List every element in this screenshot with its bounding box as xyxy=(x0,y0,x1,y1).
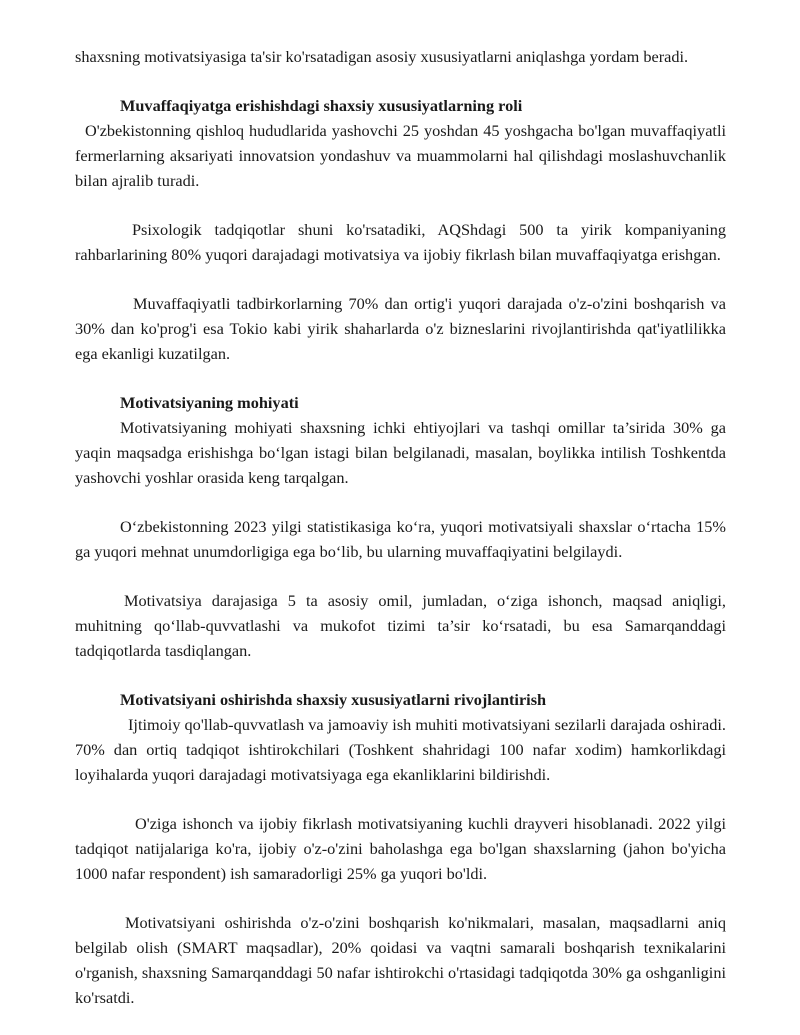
paragraph-psychological-research: Psixologik tadqiqotlar shuni ko'rsatadiki, AQShdagi 500 ta yirik kompaniyaning rahbarlarining 80% yuqori darajadagi motivatsiya va ijobiy fikrlash bilan muvaffaqiyatga erishgan. xyxy=(75,220,726,264)
paragraph-motivation-factors: Motivatsiya darajasiga 5 ta asosiy omil, jumladan, o‘ziga ishonch, maqsad aniqligi, muhitning qo‘llab-quvvatlashi va mukofot tizimi ta’sir ko‘rsatadi, bu esa Samarqanddagi tadqiqotlarda tasdiqlangan. xyxy=(75,591,726,660)
paragraph-social-support: Ijtimoiy qo'llab-quvvatlash va jamoaviy ish muhiti motivatsiyani sezilarli darajada oshiradi. 70% dan ortiq tadqiqot ishtirokchilari (Toshkent shahridagi 100 nafar xodim) hamkorlikdagi loyihalarda yuqori darajadagi motivatsiyaga ega ekanliklarini bildirishdi. xyxy=(75,715,726,784)
paragraph-self-management: Motivatsiyani oshirishda o'z-o'zini boshqarish ko'nikmalari, masalan, maqsadlarni aniq belgilab olish (SMART maqsadlar), 20% qoidasi va vaqtni samarali boshqarish texnikalarini o'rganish, shaxsning Samarqanddagi 50 nafar ishtirokchi o'rtasidagi tadqiqotda 30% ga oshganligini ko'rsatdi. xyxy=(75,913,726,1007)
document-page xyxy=(75,44,726,1010)
paragraph-self-confidence: O'ziga ishonch va ijobiy fikrlash motivatsiyaning kuchli drayveri hisoblanadi. 2022 yilgi tadqiqot natijalariga ko'ra, ijobiy o'z-o'zini baholashga ega bo'lgan shaxslarning (jahon bo'yicha 1000 nafar respondent) ish samaradorligi 25% ga yuqori bo'ldi. xyxy=(75,814,726,883)
section-heading-role-of-traits: Muvaffaqiyatga erishishdagi shaxsiy xususiyatlarning roli xyxy=(120,96,523,115)
spacer xyxy=(75,490,726,514)
spacer xyxy=(75,564,726,588)
paragraph-statistics-2023: O‘zbekistonning 2023 yilgi statistikasiga ko‘ra, yuqori motivatsiyali shaxslar o‘rtacha 15% ga yuqori mehnat unumdorligiga ega bo‘lib, bu ularning muvaffaqiyatini belgilaydi. xyxy=(75,517,726,561)
intro-paragraph-tail: shaxsning motivatsiyasiga ta'sir ko'rsatadigan asosiy xususiyatlarni aniqlashga yordam beradi. xyxy=(75,47,689,66)
spacer xyxy=(75,663,726,687)
section-heading-developing-traits: Motivatsiyani oshirishda shaxsiy xususiyatlarni rivojlantirish xyxy=(120,690,547,709)
spacer xyxy=(75,193,726,217)
paragraph-motivation-essence: Motivatsiyaning mohiyati shaxsning ichki ehtiyojlari va tashqi omillar ta’sirida 30% ga yaqin maqsadga erishishga bo‘lgan istagi bilan belgilanadi, masalan, boylikka intilish Toshkentda yashovchi yoshlar orasida keng tarqalgan. xyxy=(75,418,726,487)
spacer xyxy=(75,787,726,811)
paragraph-farmers: O'zbekistonning qishloq hududlarida yashovchi 25 yoshdan 45 yoshgacha bo'lgan muvaffaqiyatli fermerlarning aksariyati innovatsion yondashuv va muammolarni hal qilishdagi moslashuvchanlik bilan ajralib turadi. xyxy=(75,121,726,190)
paragraph-entrepreneurs: Muvaffaqiyatli tadbirkorlarning 70% dan ortig'i yuqori darajada o'z-o'zini boshqarish va 30% dan ko'prog'i esa Tokio kabi yirik shaharlarda o'z bizneslarini rivojlantirishda qat'iyatlilikka ega ekanligi kuzatilgan. xyxy=(75,294,726,363)
spacer xyxy=(75,366,726,390)
spacer xyxy=(75,886,726,910)
section-heading-motivation-essence: Motivatsiyaning mohiyati xyxy=(120,393,299,412)
spacer xyxy=(75,69,726,93)
spacer xyxy=(75,267,726,291)
